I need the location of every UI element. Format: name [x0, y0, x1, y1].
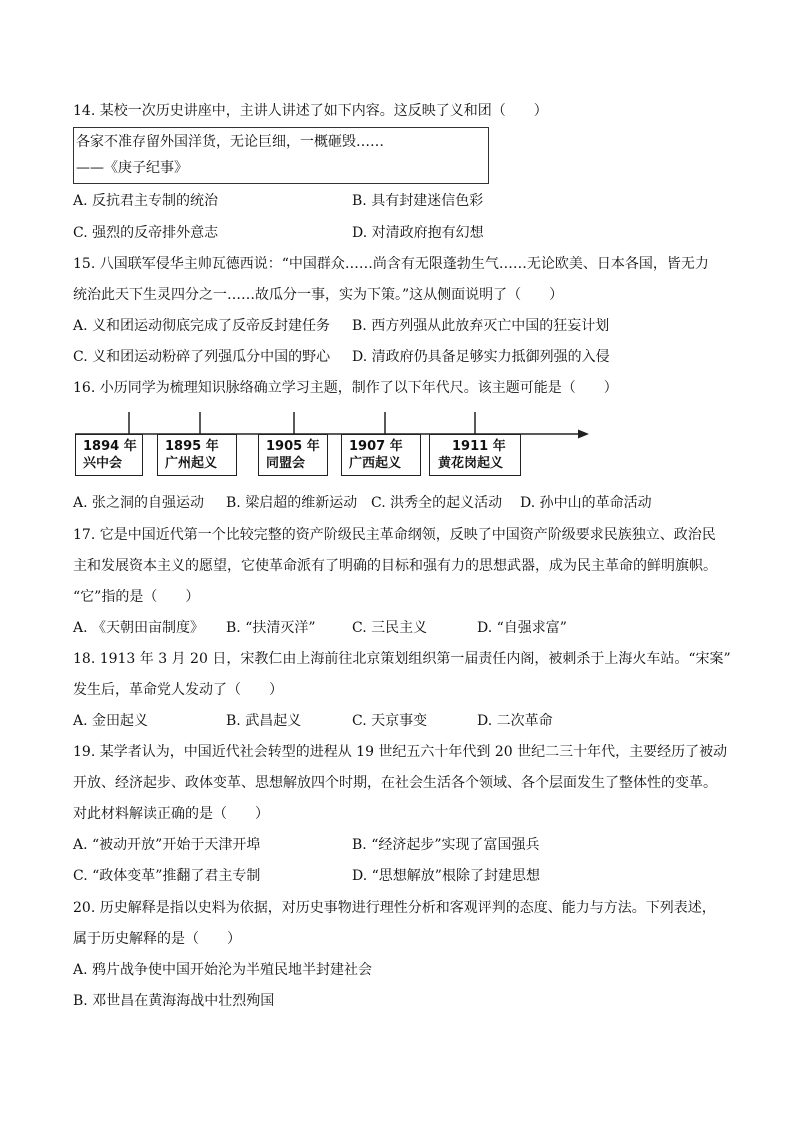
- q16-stem: 16. 小历同学为梳理知识脉络确立学习主题，制作了以下年代尺。该主题可能是（ ）: [73, 380, 618, 396]
- q16-option-a[interactable]: A. 张之洞的自强运动: [73, 495, 205, 511]
- timeline-year: 1907 年: [349, 439, 403, 454]
- q17-option-a[interactable]: A. 《天朝田亩制度》: [73, 620, 205, 636]
- q19-option-c[interactable]: C. “政体变革”推翻了君主专制: [73, 868, 261, 884]
- timeline-item-1895: [157, 434, 237, 476]
- q19-option-a[interactable]: A. “被动开放”开始于天津开埠: [73, 837, 261, 853]
- q18-stem-line1: 18. 1913 年 3 月 20 日，宋教仁由上海前往北京策划组织第一届责任内阁，被刺杀于上海火车站。“宋案”: [73, 651, 731, 667]
- timeline-event: 同盟会: [266, 456, 306, 471]
- q15-option-a[interactable]: A. 义和团运动彻底完成了反帝反封建任务: [73, 318, 331, 334]
- q14-option-d[interactable]: D. 对清政府抱有幻想: [352, 225, 484, 241]
- timeline-year: 1905 年: [266, 439, 320, 454]
- q18-option-c[interactable]: C. 天京事变: [352, 713, 428, 729]
- q14-option-c[interactable]: C. 强烈的反帝排外意志: [73, 225, 219, 241]
- q19-option-b[interactable]: B. “经济起步”实现了富国强兵: [352, 837, 540, 853]
- timeline-event: 广州起义: [165, 456, 218, 471]
- arrow-right-icon: [578, 430, 589, 439]
- q14-quote-text: 各家不准存留外国洋货，无论巨细，一概砸毁……: [76, 134, 384, 150]
- q16-option-b[interactable]: B. 梁启超的维新运动: [226, 495, 358, 511]
- timeline-year: 1894 年: [83, 439, 137, 454]
- q19-stem-line3: 对此材料解读正确的是（ ）: [73, 806, 269, 822]
- q15-option-b[interactable]: B. 西方列强从此放弃灭亡中国的狂妄计划: [352, 318, 610, 334]
- q14-quote-box: [73, 127, 489, 184]
- q19-stem-line1: 19. 某学者认为，中国近代社会转型的进程从 19 世纪五六十年代到 20 世纪二三十年代，主要经历了被动: [73, 744, 728, 760]
- q17-option-d[interactable]: D. “自强求富”: [477, 620, 567, 636]
- q17-option-b[interactable]: B. “扶清灭洋”: [226, 620, 316, 636]
- q16-option-d[interactable]: D. 孙中山的革命活动: [520, 495, 652, 511]
- q14-option-b[interactable]: B. 具有封建迷信色彩: [352, 193, 484, 209]
- q20-option-b[interactable]: B. 邓世昌在黄海海战中壮烈殉国: [73, 993, 275, 1009]
- q18-option-b[interactable]: B. 武昌起义: [226, 713, 302, 729]
- timeline-item-1905: [258, 434, 328, 476]
- q15-option-c[interactable]: C. 义和团运动粉碎了列强瓜分中国的野心: [73, 349, 331, 365]
- q17-stem-line2: 主和发展资本主义的愿望，它使革命派有了明确的目标和强有力的思想武器，成为民主革命的鲜明旗帜。: [73, 558, 717, 574]
- q17-stem-line1: 17. 它是中国近代第一个比较完整的资产阶级民主革命纲领，反映了中国资产阶级要求民族独立、政治民: [73, 527, 716, 543]
- q16-timeline: [73, 408, 593, 480]
- q18-option-a[interactable]: A. 金田起义: [73, 713, 149, 729]
- q15-stem-line1: 15. 八国联军侵华主帅瓦德西说：“中国群众……尚含有无限蓬勃生气……无论欧美、日本各国，皆无力: [73, 256, 709, 272]
- timeline-event: 兴中会: [83, 456, 123, 471]
- q18-stem-line2: 发生后，革命党人发动了（ ）: [73, 682, 283, 698]
- q14-stem: 14. 某校一次历史讲座中，主讲人讲述了如下内容。这反映了义和团（ ）: [73, 103, 548, 119]
- timeline-item-1907: [341, 434, 421, 476]
- q18-option-d[interactable]: D. 二次革命: [477, 713, 553, 729]
- timeline-event: 黄花岗起义: [438, 456, 504, 471]
- q19-stem-line2: 开放、经济起步、政体变革、思想解放四个时期，在社会生活各个领域、各个层面发生了整体性的变革。: [73, 775, 717, 791]
- q17-option-c[interactable]: C. 三民主义: [352, 620, 428, 636]
- q20-stem-line2: 属于历史解释的是（ ）: [73, 931, 241, 947]
- timeline-year: 1911 年: [452, 439, 506, 454]
- q20-stem-line1: 20. 历史解释是指以史料为依据，对历史事物进行理性分析和客观评判的态度、能力与方法。下列表述，: [73, 900, 716, 916]
- q17-stem-line3: “它”指的是（ ）: [73, 589, 200, 605]
- q15-option-d[interactable]: D. 清政府仍具备足够实力抵御列强的入侵: [352, 349, 610, 365]
- q15-stem-line2: 统治此天下生灵四分之一……故瓜分一事，实为下策。”这从侧面说明了（ ）: [73, 287, 564, 303]
- q14-option-a[interactable]: A. 反抗君主专制的统治: [73, 193, 219, 209]
- timeline-item-1911: [429, 434, 521, 476]
- timeline-event: 广西起义: [349, 456, 402, 471]
- timeline-year: 1895 年: [165, 439, 219, 454]
- timeline-item-1894: [75, 434, 143, 476]
- q14-quote-source: ——《庚子纪事》: [76, 160, 188, 176]
- q16-option-c[interactable]: C. 洪秀全的起义活动: [371, 495, 503, 511]
- q19-option-d[interactable]: D. “思想解放”根除了封建思想: [352, 868, 540, 884]
- q20-option-a[interactable]: A. 鸦片战争使中国开始沦为半殖民地半封建社会: [73, 962, 373, 978]
